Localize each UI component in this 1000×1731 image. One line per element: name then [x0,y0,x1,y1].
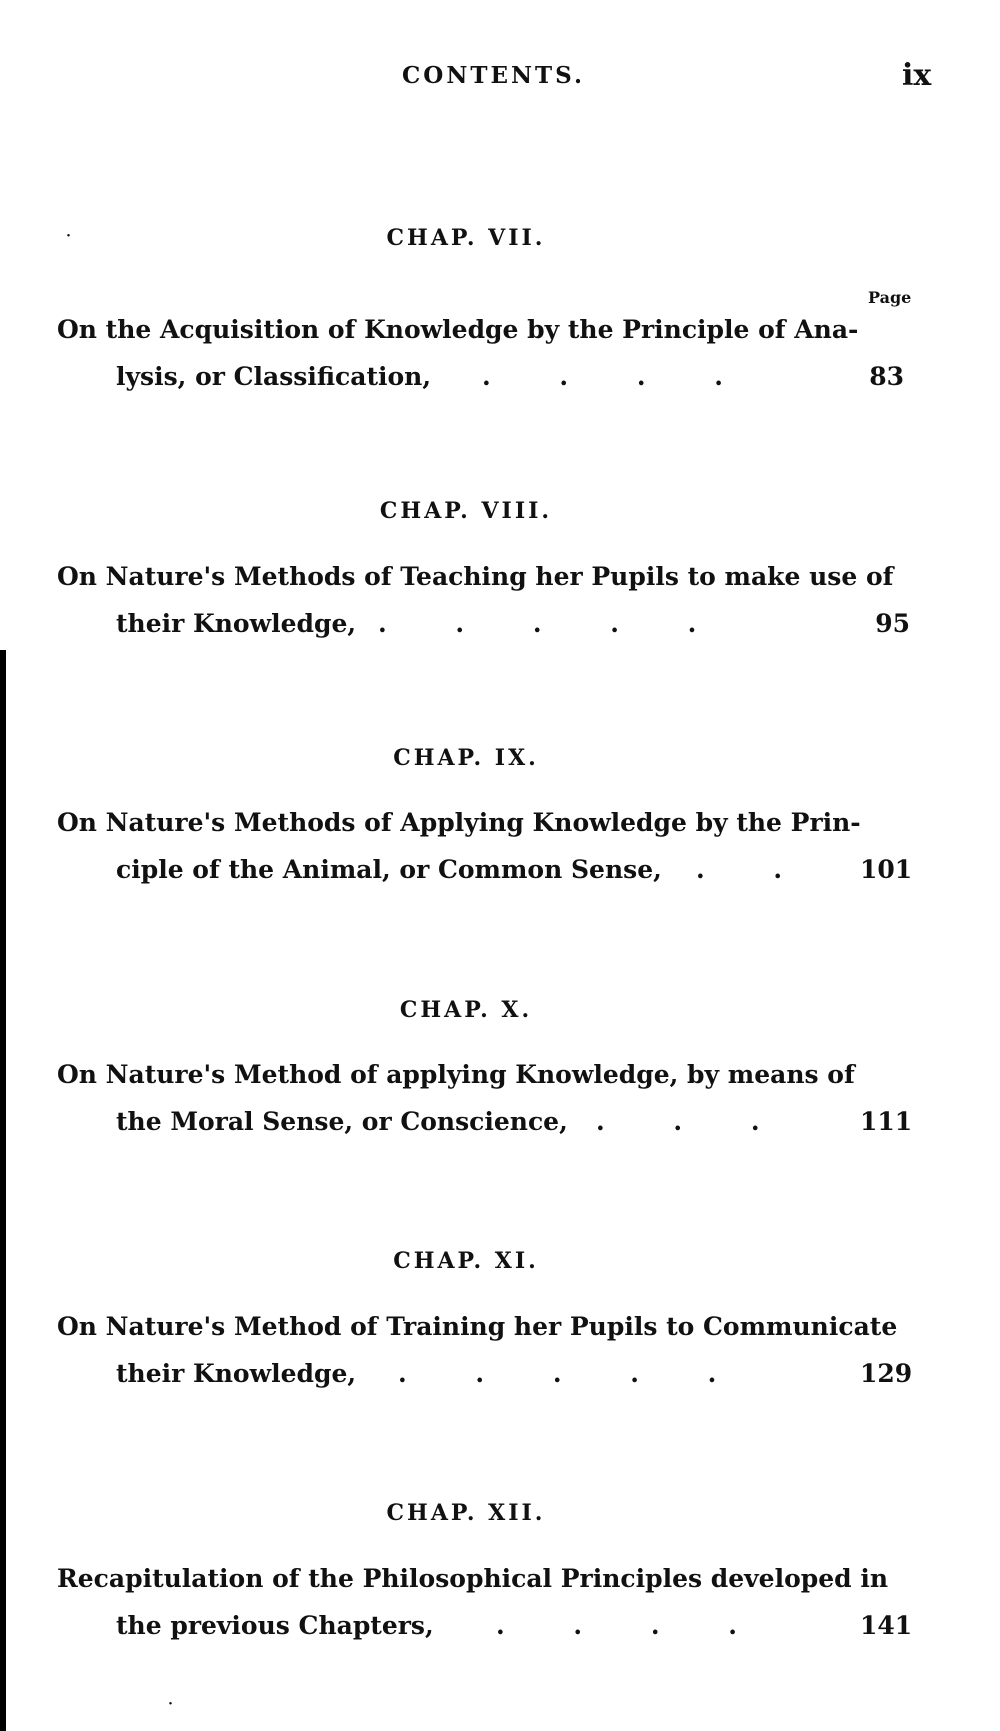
page-number: 101 [860,855,913,884]
dot-leaders: . . . . [496,1611,737,1640]
chapter-heading: CHAP. VIII. [379,498,553,524]
dot-leaders: . . . . . [378,609,697,638]
stray-print-mark: ˙ [64,232,73,253]
entry-title-line2: their Knowledge, [116,609,357,638]
page-number: 95 [875,609,910,638]
running-head: CONTENTS. [402,62,585,89]
page-number: 111 [860,1107,913,1136]
entry-title-line2: the previous Chapters, [116,1611,434,1640]
entry-title-line2: the Moral Sense, or Conscience, [116,1107,568,1136]
chapter-heading: CHAP. XI. [393,1248,539,1274]
entry-title-line1: On the Acquisition of Knowledge by the Principle of Ana- [57,315,859,344]
page-folio: ix [902,58,932,93]
page-number: 141 [860,1611,913,1640]
chapter-heading: CHAP. IX. [393,745,539,771]
entry-title-line2: lysis, or Classification, [116,362,432,391]
dot-leaders: . . . . . [398,1359,717,1388]
dot-leaders: . . . [596,1107,760,1136]
dot-leaders: . . [696,855,783,884]
stray-print-mark: ˙ [166,1700,175,1721]
page-number: 129 [860,1359,913,1388]
page-number: 83 [869,362,904,391]
entry-title-line1: On Nature's Method of Training her Pupils to Communicate [57,1312,898,1341]
chapter-heading: CHAP. VII. [386,225,546,251]
entry-title-line1: Recapitulation of the Philosophical Principles developed in [57,1564,888,1593]
entry-title-line2: their Knowledge, [116,1359,357,1388]
entry-title-line2: ciple of the Animal, or Common Sense, [116,855,662,884]
entry-title-line1: On Nature's Methods of Applying Knowledge by the Prin- [57,808,861,837]
entry-title-line1: On Nature's Method of applying Knowledge, by means of [57,1060,855,1089]
page-column-label: Page [868,288,912,307]
chapter-heading: CHAP. X. [399,997,533,1023]
entry-title-line1: On Nature's Methods of Teaching her Pupils to make use of [57,562,894,591]
scan-edge-shadow [0,650,6,1731]
chapter-heading: CHAP. XII. [386,1500,546,1526]
dot-leaders: . . . . [482,362,723,391]
